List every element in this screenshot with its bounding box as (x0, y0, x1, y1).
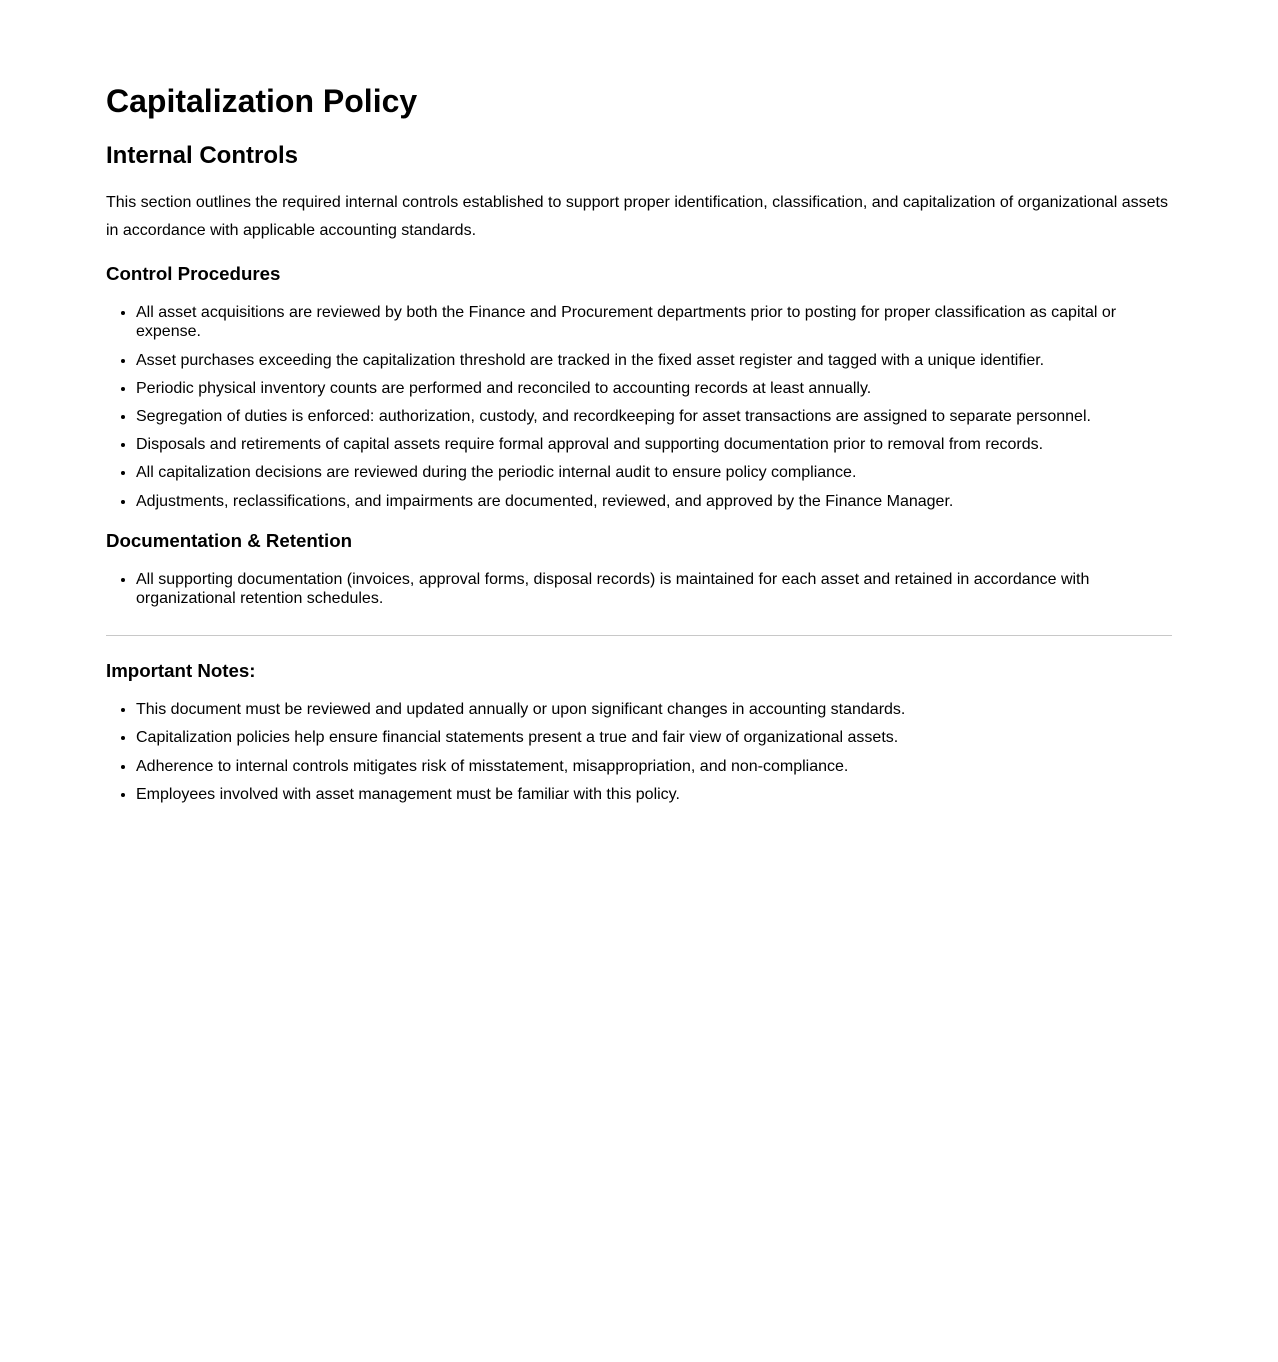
important-notes-list (106, 700, 1172, 804)
list-item: • All asset acquisitions are reviewed by both the Finance and Procurement departments prior to posting for proper classification as capital or expense. (136, 303, 1172, 341)
page-title: Capitalization Policy (106, 83, 418, 119)
list-item: • All supporting documentation (invoices, approval forms, disposal records) is maintained for each asset and retained in accordance with organizational retention schedules. (136, 570, 1172, 608)
list-item: • All capitalization decisions are reviewed during the periodic internal audit to ensure policy compliance. (136, 463, 1172, 482)
list-item: • This document must be reviewed and updated annually or upon significant changes in accounting standards. (136, 700, 1172, 719)
section-divider (106, 635, 1172, 636)
list-item: • Adjustments, reclassifications, and impairments are documented, reviewed, and approved by the Finance Manager. (136, 492, 1172, 511)
list-item: • Capitalization policies help ensure financial statements present a true and fair view of organizational assets. (136, 728, 1172, 747)
documentation-retention-list (106, 570, 1172, 608)
list-item: • Segregation of duties is enforced: authorization, custody, and recordkeeping for asset transactions are assigned to separate personnel. (136, 407, 1172, 426)
list-item: • Asset purchases exceeding the capitalization threshold are tracked in the fixed asset register and tagged with a unique identifier. (136, 351, 1172, 370)
subsection-heading-important-notes: Important Notes: (106, 659, 256, 681)
document-page (106, 0, 1172, 1362)
subsection-heading-control-procedures: Control Procedures (106, 262, 281, 284)
subsection-heading-documentation-retention: Documentation & Retention (106, 529, 353, 551)
list-item: • Periodic physical inventory counts are performed and reconciled to accounting records at least annually. (136, 379, 1172, 398)
list-item: • Adherence to internal controls mitigates risk of misstatement, misappropriation, and non-compliance. (136, 757, 1172, 776)
section-heading-internal-controls: Internal Controls (106, 141, 299, 169)
list-item: • Employees involved with asset management must be familiar with this policy. (136, 785, 1172, 804)
intro-paragraph: This section outlines the required internal controls established to support proper identification, classification, and capitalization of organizational assets in accordance with applicable accounting standards. (106, 194, 1168, 239)
control-procedures-list (106, 303, 1172, 511)
list-item: • Disposals and retirements of capital assets require formal approval and supporting documentation prior to removal from records. (136, 435, 1172, 454)
